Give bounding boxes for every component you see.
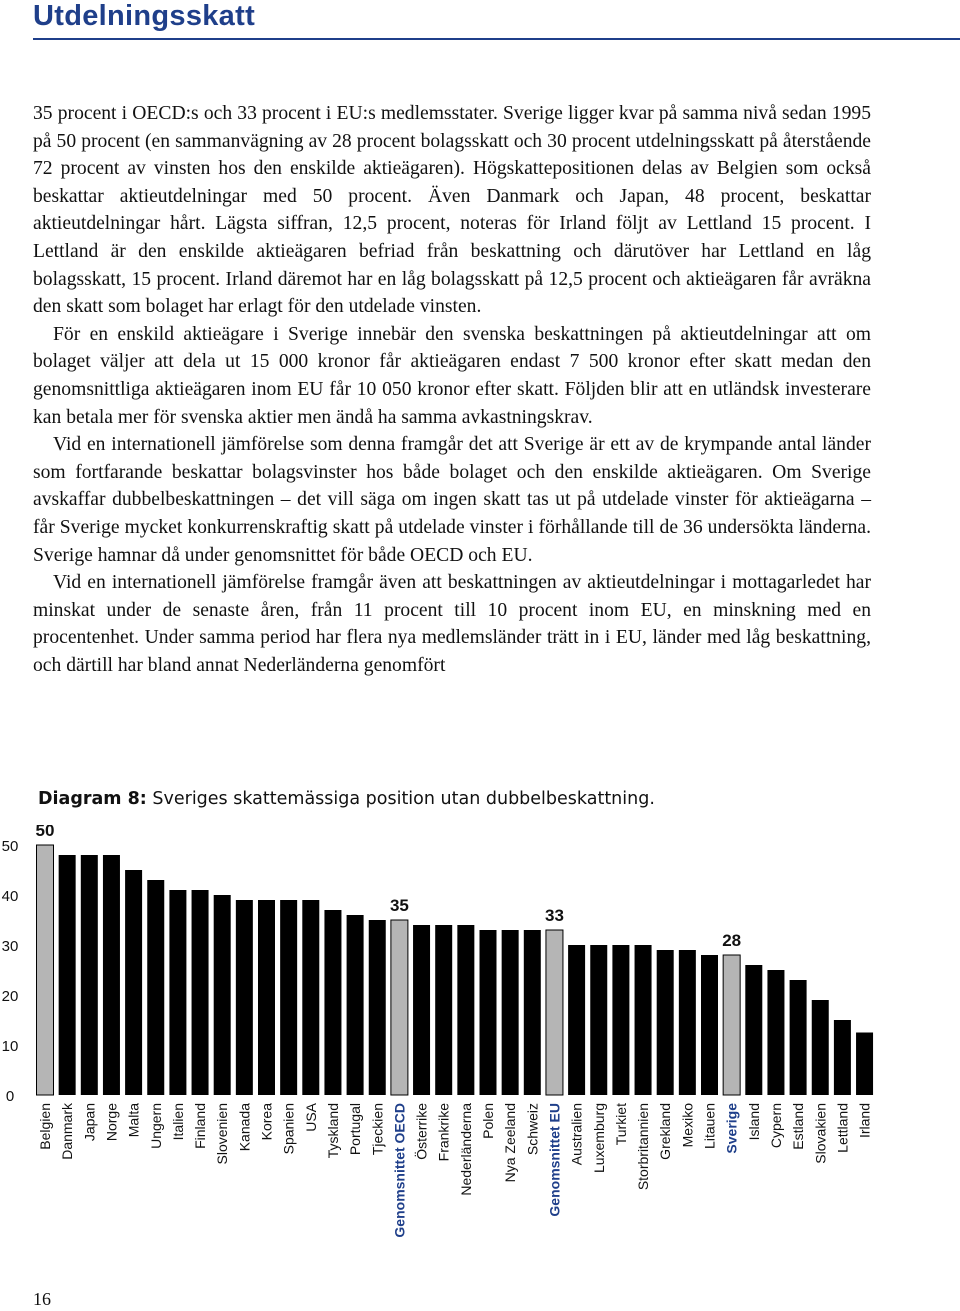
category-label: Polen (480, 1103, 496, 1139)
bar (612, 945, 629, 1095)
category-label: Luxemburg (590, 1103, 607, 1174)
category-label: Tyskland (324, 1103, 341, 1159)
category-label: Tjeckien (369, 1103, 386, 1156)
data-label: 33 (544, 906, 564, 925)
category-label: Kanada (236, 1103, 253, 1152)
bar (524, 930, 541, 1095)
bar (236, 900, 253, 1095)
bar (302, 900, 319, 1095)
bar (214, 895, 231, 1095)
category-label: Mexiko (679, 1103, 696, 1148)
category-label: Storbritannien (635, 1103, 652, 1191)
category-label: Slovenien (214, 1103, 231, 1165)
y-tick-label: 50 (1, 838, 19, 855)
bar (590, 945, 607, 1095)
bar (812, 1000, 829, 1095)
bar-chart (0, 825, 960, 1285)
category-label: Island (745, 1103, 762, 1141)
category-label: Genomsnittet OECD (391, 1103, 408, 1238)
category-label: Nya Zeeland (502, 1103, 519, 1183)
diagram-caption-text: Sveriges skattemässiga position utan dubbelbeskattning. (152, 789, 655, 809)
category-label: Norge (103, 1103, 120, 1142)
bar (169, 890, 186, 1095)
paragraph: Vid en internationell jämförelse framgår även att beskattningen av aktieutdelningar i mottagarledet har minskat under de senaste åren, från 11 procent till 10 procent inom EU, en minskning med en procentenhet. Under samma period har flera nya medlemsländer trätt in i EU, länder med låg beskattning, och därtill har bland annat Nederländerna genomfört (33, 572, 871, 676)
bar (480, 930, 497, 1095)
bar (324, 910, 341, 1095)
bar (546, 930, 563, 1095)
bar (679, 950, 696, 1095)
category-label: Nederländerna (457, 1103, 474, 1196)
data-label: 50 (35, 825, 55, 840)
paragraph: För en enskild aktieägare i Sverige innebär den svenska beskattningen på aktieutdelningar att om bolaget väljer att dela ut 15 000 kronor får aktieägaren endast 7 500 kronor efter skatt medan den genomsnittliga aktieägaren inom EU får 10 050 kronor efter skatt. Följden blir att en utländsk investerare kan betala mer för svenska aktier men ändå ha samma avkastningskrav. (33, 323, 871, 428)
y-tick-label: 0 (5, 1088, 15, 1105)
y-tick-label: 20 (1, 988, 19, 1005)
category-label: Estland (790, 1103, 807, 1150)
bar (767, 970, 784, 1095)
category-label: Grekland (657, 1103, 674, 1160)
diagram-label: Diagram 8: (38, 789, 147, 809)
category-label: Slovakien (812, 1103, 829, 1164)
bar (391, 920, 408, 1095)
bar (59, 855, 76, 1095)
category-label: Danmark (59, 1103, 76, 1160)
bar (635, 945, 652, 1095)
bar (435, 925, 452, 1095)
category-label: Italien (169, 1103, 186, 1141)
bar (147, 880, 164, 1095)
bar (103, 855, 120, 1095)
category-label: Malta (125, 1103, 142, 1138)
category-label: Spanien (280, 1103, 297, 1155)
category-label: Ungern (147, 1103, 164, 1149)
y-tick-label: 10 (1, 1038, 19, 1055)
category-label: Sverige (723, 1103, 740, 1154)
bar (856, 1033, 873, 1096)
y-tick-label: 40 (1, 888, 19, 905)
diagram-caption (38, 789, 655, 809)
category-label: Litauen (701, 1103, 718, 1149)
bar (347, 915, 364, 1095)
bar (125, 870, 142, 1095)
bar (790, 980, 807, 1095)
category-label: USA (302, 1103, 319, 1132)
bar (568, 945, 585, 1095)
page-title: Utdelningsskatt (33, 0, 256, 32)
category-label: Finland (192, 1103, 209, 1149)
bar (502, 930, 519, 1095)
bar (457, 925, 474, 1095)
data-label: 28 (722, 931, 742, 950)
bar (723, 955, 740, 1095)
category-label: Frankrike (435, 1103, 452, 1162)
bar (37, 845, 54, 1095)
paragraph: 35 procent i OECD:s och 33 procent i EU:s medlemsstater. Sverige ligger kvar på samma nivå sedan 1995 på 50 procent (en sammanvägning av 28 procent bolagsskatt och 30 procent utdelningsskatt på återstående 72 procent av vinsten hos den enskilde aktieägaren). Högskattepositionen delas av Belgien som också beskattar aktieutdelningar med 50 procent. Även Danmark och Japan, 48 procent, beskattar aktieutdelningar hårt. Lägsta siffran, 12,5 procent, noteras för Irland följt av Lettland 15 procent. I Lettland är den enskilde aktieägaren befriad från beskattning och därutöver har Lettland en låg bolagsskatt, 15 procent. Irland däremot har en låg bolagsskatt på 12,5 procent och aktieägaren får avräkna den skatt som bolaget har erlagt för den utdelade vinsten. (33, 103, 871, 318)
category-label: Belgien (37, 1103, 53, 1150)
category-label: Turkiet (612, 1103, 629, 1146)
category-label: Japan (81, 1103, 98, 1142)
body-text (33, 100, 871, 679)
bar (701, 955, 718, 1095)
category-label: Korea (258, 1103, 275, 1141)
category-label: Lettland (834, 1103, 851, 1153)
category-label: Österrike (413, 1103, 430, 1160)
category-label: Genomsnittet EU (546, 1103, 563, 1217)
bar (657, 950, 674, 1095)
paragraph: Vid en internationell jämförelse som denna framgår det att Sverige är ett av de krympande antal länder som fortfarande beskattar bolagsvinster hos både bolaget och den enskilde aktieägaren. Om Sverige avskaffar dubbelbeskattningen – det vill säga om ingen skatt tas ut på utdelade vinster för aktieägarna – får Sverige mycket konkurrenskraftig skatt på utdelade vinster i förhållande till de 36 undersökta länderna. Sverige hamnar då under genomsnittet för både OECD och EU. (33, 434, 871, 566)
bar (192, 890, 209, 1095)
data-label: 35 (389, 896, 409, 915)
bar (258, 900, 275, 1095)
bar (745, 965, 762, 1095)
category-label: Australien (568, 1103, 585, 1166)
bar (280, 900, 297, 1095)
bar (413, 925, 430, 1095)
category-label: Portugal (347, 1103, 364, 1156)
category-label: Schweiz (524, 1103, 541, 1156)
bar (834, 1020, 851, 1095)
bar (369, 920, 386, 1095)
y-tick-label: 30 (1, 938, 19, 955)
category-label: Cypern (767, 1103, 784, 1149)
header-rule (33, 38, 960, 40)
bar (81, 855, 98, 1095)
page-number: 16 (33, 1289, 51, 1309)
category-label: Irland (856, 1103, 873, 1139)
